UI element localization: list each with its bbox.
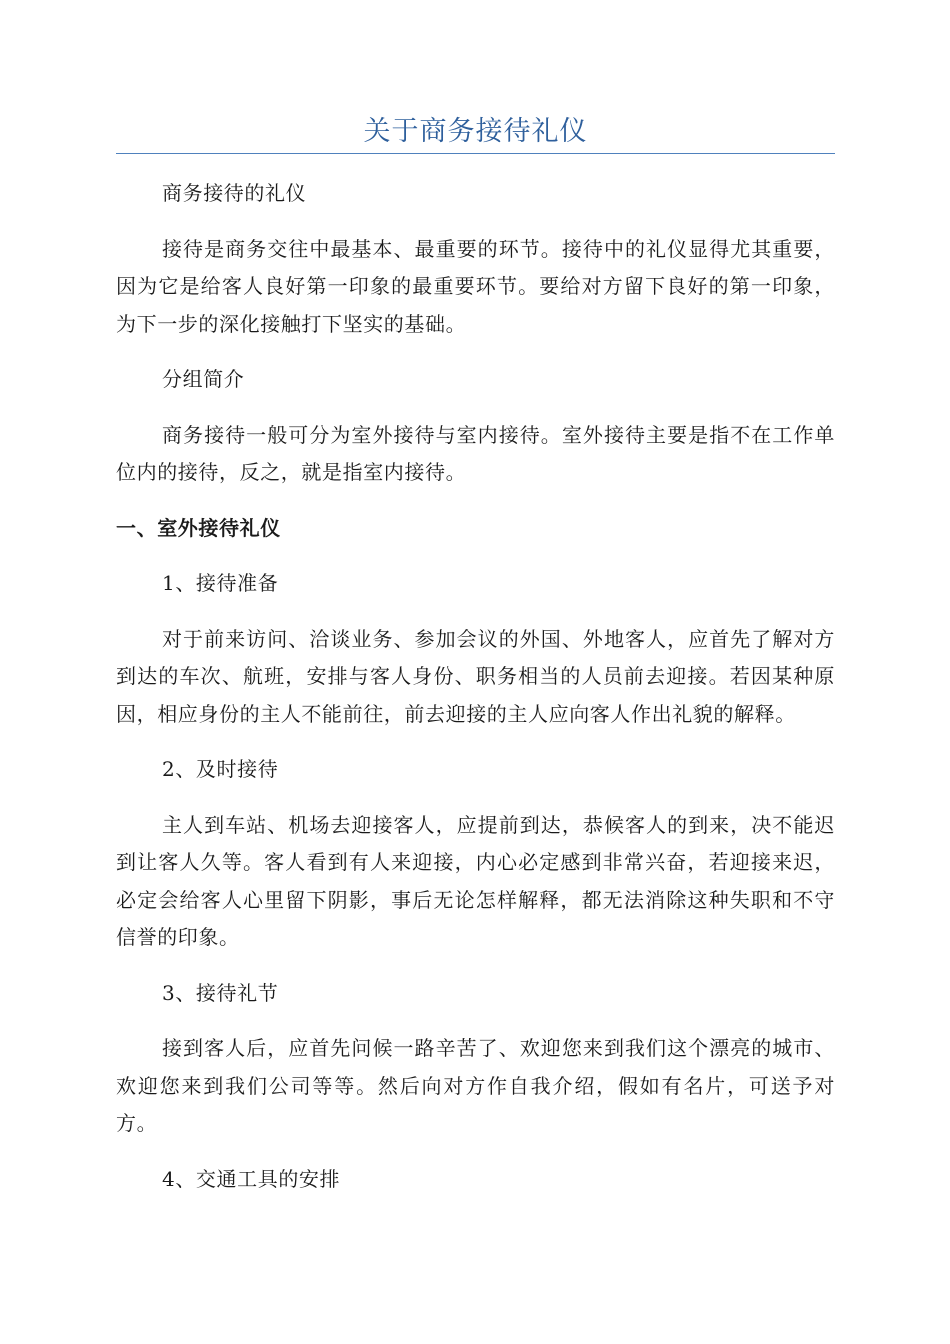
subheading-1: 1、接待准备 [162, 571, 279, 595]
subheading-4: 4、交通工具的安排 [162, 1166, 341, 1191]
paragraph-subtitle: 商务接待的礼仪 [162, 181, 307, 205]
document-title: 关于商务接待礼仪 [363, 116, 588, 147]
paragraph-timely: 主人到车站、机场去迎接客人，应提前到达，恭候客人的到来，决不能迟到让客人久等。客人看到有人来迎接，内心必定感到非常兴奋，若迎接来迟，必定会给客人心里留下阴影，事后无论怎样解释，都无法消除这种失职和不守信誉的印象。 [116, 812, 835, 949]
paragraph-preparation: 对于前来访问、洽谈业务、参加会议的外国、外地客人，应首先了解对方到达的车次、航班，安排与客人身份、职务相当的人员前去迎接。若因某种原因，相应身份的主人不能前往，前去迎接的主人应向客人作出礼貌的解释。 [116, 626, 835, 726]
document-body [116, 175, 835, 1216]
section-heading: 一、室外接待礼仪 [116, 515, 281, 540]
subheading-3: 3、接待礼节 [162, 980, 279, 1005]
subheading-2: 2、及时接待 [162, 757, 279, 781]
title-underline [116, 153, 835, 154]
paragraph-overview: 商务接待一般可分为室外接待与室内接待。室外接待主要是指不在工作单位内的接待，反之，就是指室内接待。 [116, 422, 835, 484]
paragraph-intro: 接待是商务交往中最基本、最重要的环节。接待中的礼仪显得尤其重要，因为它是给客人良好第一印象的最重要环节。要给对方留下良好的第一印象，为下一步的深化接触打下坚实的基础。 [116, 236, 835, 336]
paragraph-etiquette: 接到客人后，应首先问候一路辛苦了、欢迎您来到我们这个漂亮的城市、欢迎您来到我们公司等等。然后向对方作自我介绍，假如有名片，可送予对方。 [116, 1036, 835, 1135]
paragraph-section-label: 分组简介 [162, 367, 245, 391]
